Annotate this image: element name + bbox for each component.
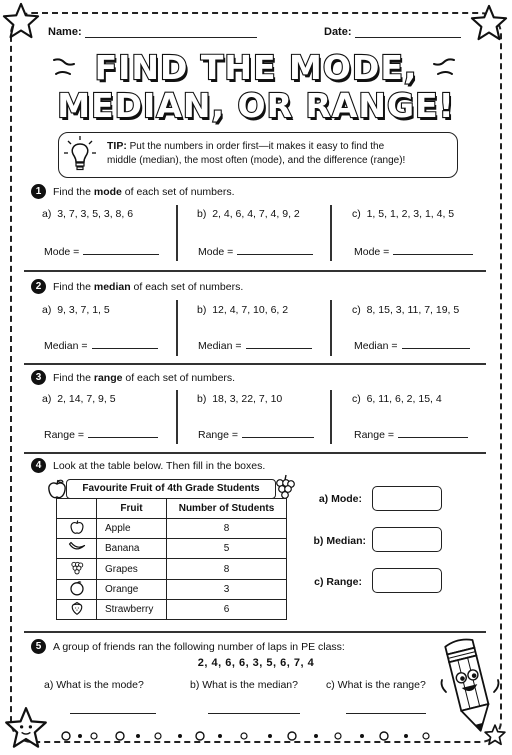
answer-line[interactable]: [402, 339, 470, 349]
q3-item-c: [352, 393, 442, 405]
table-row: [57, 600, 287, 620]
question-number: 2: [31, 279, 46, 294]
range-answer-box[interactable]: [372, 568, 442, 593]
prompt-text: Find the: [53, 281, 94, 293]
answer-line[interactable]: [398, 428, 468, 438]
question-3-prompt: [53, 372, 235, 384]
q5-question-a: a) What is the mode?: [44, 679, 144, 691]
q2-answer-a[interactable]: [44, 339, 158, 352]
answer-line[interactable]: [237, 245, 313, 255]
table-cell-fruit: Apple: [97, 519, 167, 539]
answer-line[interactable]: [208, 713, 300, 714]
median-answer-box[interactable]: [372, 527, 442, 552]
answer-label: Median =: [198, 340, 242, 352]
pencil-mascot-icon: [438, 636, 502, 740]
table-cell-icon: [57, 539, 97, 559]
table-header-row: [57, 499, 287, 519]
item-letter: b): [197, 304, 207, 316]
column-divider: [330, 205, 332, 261]
item-letter: c): [352, 208, 361, 220]
q5-question-b: b) What is the median?: [190, 679, 298, 691]
answer-label: Range =: [354, 429, 394, 441]
table-cell-count: 6: [167, 600, 287, 620]
prompt-keyword: median: [93, 281, 131, 293]
smiling-star-icon: [4, 706, 48, 750]
table-header-count: Number of Students: [167, 499, 287, 519]
answer-line[interactable]: [83, 245, 159, 255]
answer-line[interactable]: [70, 713, 156, 714]
section-divider: [24, 270, 486, 272]
apple-icon: [47, 478, 67, 500]
question-number: 5: [31, 639, 46, 654]
table-cell-fruit: Orange: [97, 580, 167, 600]
mode-box-label: a) Mode:: [318, 493, 362, 505]
number-set: 8, 15, 3, 11, 7, 19, 5: [366, 304, 460, 316]
q3-answer-c[interactable]: [354, 428, 468, 441]
item-letter: b): [197, 208, 207, 220]
prompt-text: of each set of numbers.: [130, 281, 244, 293]
prompt-text: Find the: [53, 372, 94, 384]
prompt-text: Find the: [53, 186, 94, 198]
answer-label: Mode =: [354, 246, 390, 258]
table-cell-fruit: Grapes: [97, 559, 167, 580]
laps-sequence: 2, 4, 6, 6, 3, 5, 6, 7, 4: [197, 657, 315, 669]
name-label: Name:: [48, 26, 82, 38]
tip-text-line1: Put the numbers in order first—it makes it easy to find the: [129, 141, 385, 152]
lightbulb-icon: [62, 135, 98, 175]
q1-item-c: [352, 208, 454, 220]
q1-answer-a[interactable]: [44, 245, 159, 258]
table-cell-icon: [57, 519, 97, 539]
q3-answer-b[interactable]: [198, 428, 314, 441]
answer-line[interactable]: [346, 713, 426, 714]
table-cell-fruit: Banana: [97, 539, 167, 559]
q3-item-a: [42, 393, 116, 405]
item-letter: a): [42, 304, 52, 316]
answer-label: Median =: [354, 340, 398, 352]
table-cell-icon: [57, 559, 97, 580]
date-line[interactable]: [355, 28, 461, 38]
question-2-prompt: [53, 281, 243, 293]
grapes-icon: [70, 559, 84, 576]
apple-icon: [69, 519, 85, 535]
section-divider: [24, 631, 486, 633]
orange-icon: [69, 580, 85, 596]
name-field[interactable]: [48, 26, 257, 38]
sparkle-lines-icon: [430, 56, 458, 82]
date-field[interactable]: [324, 26, 461, 38]
table-cell-count: 3: [167, 580, 287, 600]
q3-answer-a[interactable]: [44, 428, 158, 441]
number-set: 18, 3, 22, 7, 10: [212, 393, 283, 405]
column-divider: [330, 390, 332, 444]
table-cell-icon: [57, 600, 97, 620]
star-icon: [2, 2, 40, 40]
tip-text-line2: middle (median), the most often (mode), and the difference (range)!: [107, 155, 406, 166]
answer-label: Median =: [44, 340, 88, 352]
question-1-prompt: [53, 186, 235, 198]
table-header-fruit: Fruit: [97, 499, 167, 519]
q1-item-a: [42, 208, 133, 220]
q2-item-c: [352, 304, 459, 316]
number-set: 9, 3, 7, 1, 5: [57, 304, 110, 316]
answer-label: Range =: [198, 429, 238, 441]
page-title-line1: FIND THE MODE,: [94, 48, 418, 87]
question-number: 3: [31, 370, 46, 385]
table-row: [57, 559, 287, 580]
table-row: [57, 539, 287, 559]
q3-item-b: [197, 393, 282, 405]
tip-box: [58, 132, 458, 178]
answer-label: Range =: [44, 429, 84, 441]
sparkle-lines-icon: [50, 56, 78, 82]
q1-answer-c[interactable]: [354, 245, 473, 258]
number-set: 6, 11, 6, 2, 15, 4: [366, 393, 442, 405]
page-title-line2: MEDIAN, OR RANGE!: [57, 86, 455, 125]
item-letter: c): [352, 393, 361, 405]
q2-item-b: [197, 304, 288, 316]
item-letter: c): [352, 304, 361, 316]
answer-label: Mode =: [198, 246, 234, 258]
prompt-text: of each set of numbers.: [121, 186, 235, 198]
table-title: Favourite Fruit of 4th Grade Students: [66, 479, 276, 499]
column-divider: [176, 300, 178, 356]
strawberry-icon: [70, 600, 84, 616]
table-cell-icon: [57, 580, 97, 600]
table-row: [57, 580, 287, 600]
answer-label: Mode =: [44, 246, 80, 258]
q2-answer-b[interactable]: [198, 339, 312, 352]
number-set: 12, 4, 7, 10, 6, 2: [212, 304, 289, 316]
banana-icon: [68, 540, 86, 554]
median-box-label: b) Median:: [313, 535, 366, 547]
table-cell-count: 8: [167, 559, 287, 580]
answer-line[interactable]: [88, 428, 158, 438]
question-number: 4: [31, 458, 46, 473]
fruit-table: [56, 498, 287, 620]
mode-answer-box[interactable]: [372, 486, 442, 511]
q1-item-b: [197, 208, 300, 220]
q2-answer-c[interactable]: [354, 339, 470, 352]
item-letter: a): [42, 393, 52, 405]
answer-line[interactable]: [92, 339, 158, 349]
date-label: Date:: [324, 26, 352, 38]
q2-item-a: [42, 304, 110, 316]
prompt-keyword: range: [93, 372, 123, 384]
question-4-prompt: Look at the table below. Then fill in the boxes.: [53, 460, 266, 472]
number-set: 2, 4, 6, 4, 7, 4, 9, 2: [212, 208, 300, 220]
name-line[interactable]: [85, 28, 257, 38]
number-set: 1, 5, 1, 2, 3, 1, 4, 5: [366, 208, 455, 220]
table-cell-fruit: Strawberry: [97, 600, 167, 620]
table-cell-count: 8: [167, 519, 287, 539]
number-set: 3, 7, 3, 5, 3, 8, 6: [57, 208, 134, 220]
table-header-icon: [57, 499, 97, 519]
question-number: 1: [31, 184, 46, 199]
section-divider: [24, 452, 486, 454]
section-divider: [24, 363, 486, 365]
item-letter: b): [197, 393, 207, 405]
answer-line[interactable]: [246, 339, 312, 349]
range-box-label: c) Range:: [314, 576, 362, 588]
q5-question-c: c) What is the range?: [326, 679, 426, 691]
prompt-keyword: mode: [93, 186, 122, 198]
column-divider: [176, 205, 178, 261]
column-divider: [330, 300, 332, 356]
tip-label: TIP:: [107, 140, 127, 152]
answer-line[interactable]: [393, 245, 473, 255]
table-row: [57, 519, 287, 539]
column-divider: [176, 390, 178, 444]
table-cell-count: 5: [167, 539, 287, 559]
number-set: 2, 14, 7, 9, 5: [57, 393, 116, 405]
star-icon: [470, 4, 508, 42]
item-letter: a): [42, 208, 52, 220]
q1-answer-b[interactable]: [198, 245, 313, 258]
answer-line[interactable]: [242, 428, 314, 438]
prompt-text: of each set of numbers.: [122, 372, 236, 384]
question-5-prompt: A group of friends ran the following number of laps in PE class:: [53, 641, 345, 653]
dots-decoration: [60, 728, 480, 744]
